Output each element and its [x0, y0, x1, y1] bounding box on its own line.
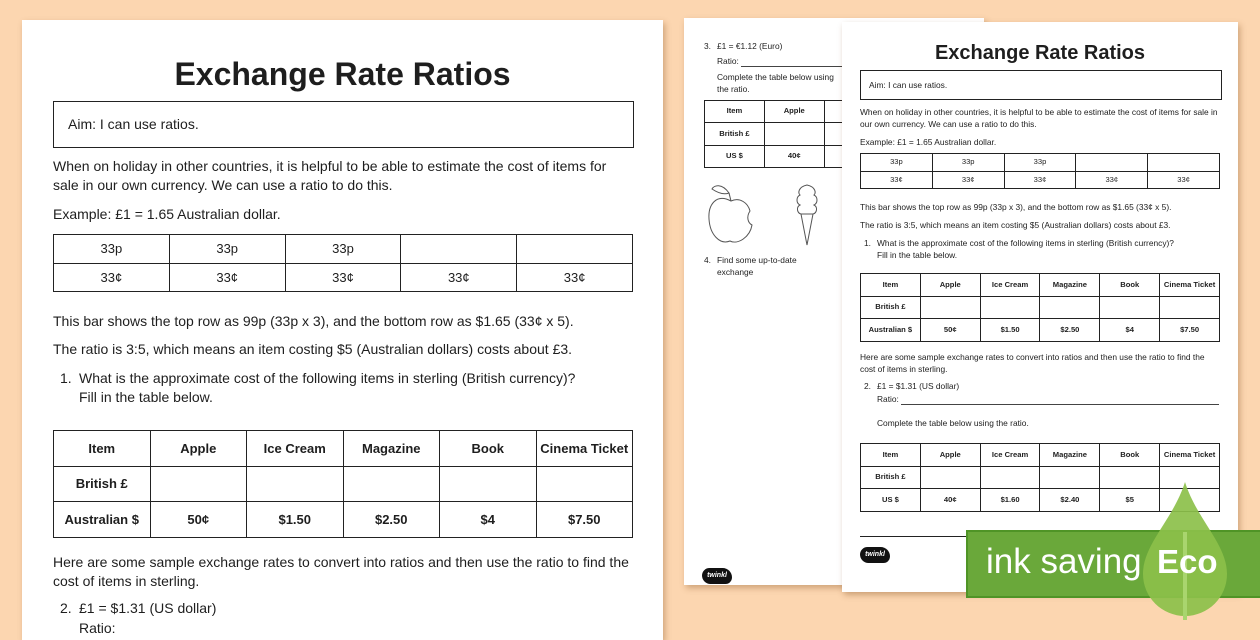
table-cell: British £ [861, 466, 921, 489]
table-cell: Apple [920, 274, 980, 297]
question-1-line2: Fill in the table below. [877, 250, 958, 261]
table-cell: $7.50 [1160, 319, 1220, 342]
table-row [54, 502, 633, 538]
table-cell: Item [861, 444, 921, 467]
table-cell: Ice Cream [980, 444, 1040, 467]
question-1-text [79, 369, 639, 407]
table-cell [1148, 154, 1220, 172]
table-cell: $1.50 [247, 502, 344, 538]
price-table-australian [53, 430, 633, 538]
ratio-answer-line [877, 392, 1222, 405]
table-cell: 50¢ [920, 319, 980, 342]
table-cell [343, 466, 440, 502]
table-row [861, 296, 1220, 319]
table-cell: Ice Cream [980, 274, 1040, 297]
table-cell: 33¢ [861, 171, 933, 189]
table-row [54, 466, 633, 502]
question-number: 3. [704, 41, 711, 51]
page-title: Exchange Rate Ratios [934, 42, 1146, 64]
twinkl-logo: twinkl [860, 547, 890, 563]
table-cell [1160, 296, 1220, 319]
bar-explanation: This bar shows the top row as 99p (33p x 3), and the bottom row as $1.65 (33¢ x 5). [53, 313, 574, 329]
intro-text: When on holiday in other countries, it is helpful to be able to estimate the cost of items for sale in our own currency. We can use a ratio to do this. [53, 158, 607, 193]
table-cell: 33¢ [285, 263, 401, 292]
badge-text: ink saving [986, 542, 1142, 581]
ratio-bar-table [53, 234, 633, 292]
table-cell: Book [1100, 274, 1160, 297]
table-cell [980, 466, 1040, 489]
question-3-rate: £1 = €1.12 (Euro) [717, 41, 783, 51]
twinkl-logo: twinkl [702, 568, 732, 584]
table-cell: 33¢ [54, 263, 170, 292]
table-cell: 33p [169, 235, 285, 264]
question-1-text [877, 237, 1222, 262]
question-1-line1: What is the approximate cost of the following items in sterling (British currency)? [877, 238, 1174, 248]
ratio-bar-table [860, 153, 1220, 189]
table-header-row [861, 444, 1220, 467]
table-row [861, 171, 1220, 189]
table-cell: $1.50 [980, 319, 1040, 342]
table-cell: $5 [1100, 489, 1160, 512]
table-cell: Cinema Ticket [1160, 444, 1220, 467]
table-cell: Magazine [1040, 274, 1100, 297]
question-number: 1. [60, 370, 72, 386]
question-4-text: Find some up-to-date exchange [717, 255, 797, 278]
price-table-australian [860, 273, 1220, 342]
table-cell: 33p [1004, 154, 1076, 172]
eco-label: Eco [1157, 543, 1218, 580]
table-cell: $4 [1100, 319, 1160, 342]
table-cell: Australian $ [54, 502, 151, 538]
sample-rates-text: Here are some sample exchange rates to convert into ratios and then use the ratio to find the cost of items in sterling. [860, 352, 1205, 375]
table-cell: $7.50 [536, 502, 633, 538]
table-cell [764, 123, 824, 145]
question-number: 2. [864, 381, 871, 391]
table-header-row [54, 431, 633, 467]
table-cell: British £ [861, 296, 921, 319]
ratio-explanation: The ratio is 3:5, which means an item costing $5 (Australian dollars) costs about £3. [53, 341, 573, 357]
table-row [54, 263, 633, 292]
table-cell: 33p [54, 235, 170, 264]
table-cell: Apple [920, 444, 980, 467]
table-cell: 40¢ [920, 489, 980, 512]
table-cell: 33p [932, 154, 1004, 172]
table-cell [920, 296, 980, 319]
instruction-text: Complete the table below using the ratio. [877, 418, 1029, 428]
question-number: 2. [60, 600, 72, 616]
table-cell [401, 235, 517, 264]
table-row [861, 319, 1220, 342]
table-cell: 33¢ [1004, 171, 1076, 189]
table-cell: $2.50 [343, 502, 440, 538]
table-cell [247, 466, 344, 502]
table-cell: Magazine [1040, 444, 1100, 467]
table-cell: Book [440, 431, 537, 467]
bar-explanation: This bar shows the top row as 99p (33p x 3), and the bottom row as $1.65 (33¢ x 5). [860, 202, 1172, 212]
table-cell: US $ [861, 489, 921, 512]
aim-box: Aim: I can use ratios. [53, 101, 634, 148]
table-cell: $2.40 [1040, 489, 1100, 512]
table-cell [150, 466, 247, 502]
table-cell: 33¢ [1148, 171, 1220, 189]
ratio-label: Ratio: [877, 394, 899, 404]
table-row [54, 235, 633, 264]
table-cell: $1.60 [980, 489, 1040, 512]
apple-illustration [706, 181, 756, 247]
table-cell: $2.50 [1040, 319, 1100, 342]
table-cell: Item [54, 431, 151, 467]
table-cell: Apple [150, 431, 247, 467]
worksheet-page-front [22, 20, 663, 640]
question-1-line1: What is the approximate cost of the following items in sterling (British currency)? [79, 370, 576, 386]
table-cell: $4 [440, 502, 537, 538]
table-cell: British £ [54, 466, 151, 502]
example-text: Example: £1 = 1.65 Australian dollar. [53, 206, 281, 222]
table-cell [920, 466, 980, 489]
aim-box: Aim: I can use ratios. [860, 70, 1222, 100]
instruction-text: Complete the table below using the ratio. [717, 72, 834, 95]
table-cell: Item [705, 101, 765, 123]
table-cell: British £ [705, 123, 765, 145]
table-row [861, 154, 1220, 172]
ratio-label: Ratio: [717, 56, 739, 66]
table-cell: Australian $ [861, 319, 921, 342]
table-cell: Magazine [343, 431, 440, 467]
table-cell: 50¢ [150, 502, 247, 538]
sample-rates-text: Here are some sample exchange rates to convert into ratios and then use the ratio to find the cost of items in sterling. [53, 554, 629, 589]
ratio-explanation: The ratio is 3:5, which means an item costing $5 (Australian dollars) costs about £3. [860, 220, 1171, 230]
question-1-line2: Fill in the table below. [79, 389, 213, 405]
question-number: 1. [864, 238, 871, 248]
table-cell [980, 296, 1040, 319]
table-cell: Cinema Ticket [1160, 274, 1220, 297]
table-cell: 33¢ [1076, 171, 1148, 189]
intro-text: When on holiday in other countries, it is helpful to be able to estimate the cost of items for sale in our own currency. We can use a ratio to do this. [860, 107, 1218, 130]
table-cell [440, 466, 537, 502]
page-title: Exchange Rate Ratios [174, 56, 511, 92]
ice-cream-illustration [792, 183, 822, 247]
table-cell: 40¢ [764, 145, 824, 167]
table-cell: 33¢ [169, 263, 285, 292]
table-cell: 33¢ [932, 171, 1004, 189]
table-cell: Cinema Ticket [536, 431, 633, 467]
question-2-rate: £1 = $1.31 (US dollar) [79, 600, 217, 616]
table-cell: US $ [705, 145, 765, 167]
table-cell: 33¢ [401, 263, 517, 292]
example-text: Example: £1 = 1.65 Australian dollar. [860, 137, 997, 147]
table-cell: Ice Cream [247, 431, 344, 467]
table-cell [1100, 296, 1160, 319]
table-cell: 33p [285, 235, 401, 264]
table-cell [1040, 466, 1100, 489]
table-cell: 33p [861, 154, 933, 172]
ratio-label: Ratio: [79, 620, 116, 636]
table-cell [1076, 154, 1148, 172]
table-header-row [861, 274, 1220, 297]
table-cell: Book [1100, 444, 1160, 467]
table-cell: Apple [764, 101, 824, 123]
question-number: 4. [704, 255, 711, 265]
table-cell [536, 466, 633, 502]
question-2-rate: £1 = $1.31 (US dollar) [877, 381, 960, 391]
table-cell: Item [861, 274, 921, 297]
table-cell [517, 235, 633, 264]
table-cell: 33¢ [517, 263, 633, 292]
table-cell [1040, 296, 1100, 319]
